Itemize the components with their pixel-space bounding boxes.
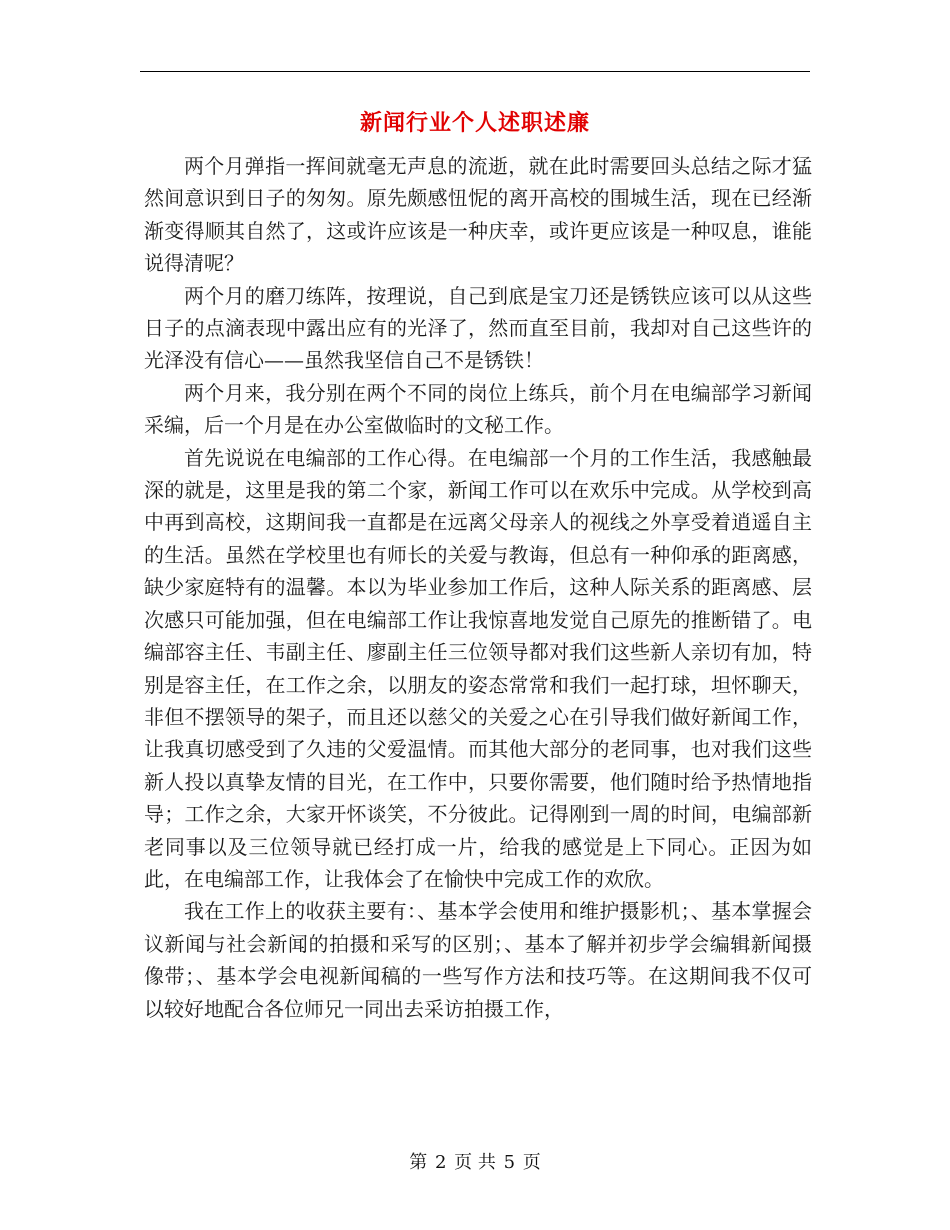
document-body bbox=[144, 150, 812, 1025]
header-divider bbox=[140, 71, 810, 72]
paragraph-1: 两个月弹指一挥间就毫无声息的流逝，就在此时需要回头总结之际才猛然间意识到日子的匆匆。原先颇感忸怩的离开高校的围城生活，现在已经渐渐变得顺其自然了，这或许应该是一种庆幸，或许更应该是一种叹息，谁能说得清呢？ bbox=[144, 154, 812, 276]
document-title: 新闻行业个人述职述廉 bbox=[359, 110, 590, 136]
footer-mid: 页 共 bbox=[454, 1152, 496, 1173]
paragraph-4: 首先说说在电编部的工作心得。在电编部一个月的工作生活，我感触最深的就是，这里是我的第二个家，新闻工作可以在欢乐中完成。从学校到高中再到高校，这期间我一直都是在远离父母亲人的视线之外享受着逍遥自主的生活。虽然在学校里也有师长的关爱与教诲，但总有一种仰承的距离感，缺少家庭特有的温馨。本以为毕业参加工作后，这种人际关系的距离感、层次感只可能加强，但在电编部工作让我惊喜地发觉自己原先的推断错了。电编部容主任、韦副主任、廖副主任三位领导都对我们这些新人亲切有加，特别是容主任，在工作之余，以朋友的姿态常常和我们一起打球，坦怀聊天，非但不摆领导的架子，而且还以慈父的关爱之心在引导我们做好新闻工作，让我真切感受到了久违的父爱温情。而其他大部分的老同事，也对我们这些新人投以真挚友情的目光，在工作中，只要你需要，他们随时给予热情地指导；工作之余，大家开怀谈笑，不分彼此。记得刚到一周的时间，电编部新老同事以及三位领导就已经打成一片，给我的感觉是上下同心。正因为如此，在电编部工作，让我体会了在愉快中完成工作的欢欣。 bbox=[144, 445, 812, 891]
footer-suffix: 页 bbox=[522, 1152, 541, 1173]
footer-prefix: 第 bbox=[409, 1152, 428, 1173]
footer-total-pages: 5 bbox=[503, 1152, 516, 1173]
paragraph-5: 我在工作上的收获主要有：、基本学会使用和维护摄影机；、基本掌握会议新闻与社会新闻的拍摄和采写的区别；、基本了解并初步学会编辑新闻摄像带；、基本学会电视新闻稿的一些写作方法和技巧等。在这期间我不仅可以较好地配合各位师兄一同出去采访拍摄工作， bbox=[144, 899, 812, 1021]
paragraph-2: 两个月的磨刀练阵，按理说，自己到底是宝刀还是锈铁应该可以从这些日子的点滴表现中露出应有的光泽了，然而直至目前，我却对自己这些许的光泽没有信心——虽然我坚信自己不是锈铁！ bbox=[144, 283, 812, 373]
paragraph-3: 两个月来，我分别在两个不同的岗位上练兵，前个月在电编部学习新闻采编，后一个月是在办公室做临时的文秘工作。 bbox=[144, 380, 812, 438]
footer-current-page: 2 bbox=[434, 1152, 447, 1173]
page-footer bbox=[0, 1151, 950, 1175]
